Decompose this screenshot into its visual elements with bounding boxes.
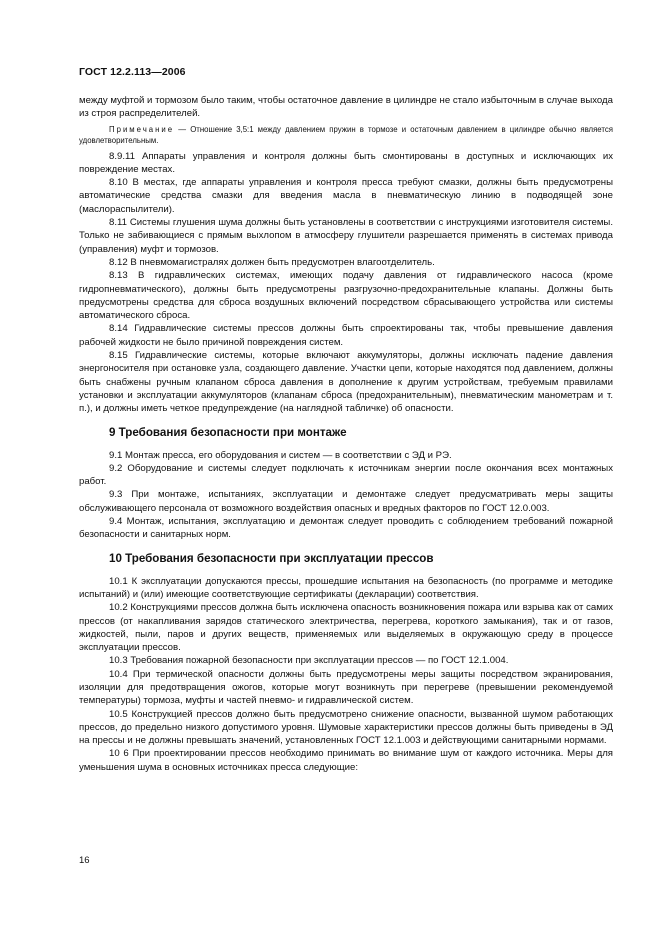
- intro-paragraph: между муфтой и тормозом было таким, чтобы остаточное давление в цилиндре не стало избыточным в случае выхода из строя распределителей.: [79, 95, 613, 120]
- note-paragraph: [79, 124, 613, 147]
- paragraph-8-10: 8.10 В местах, где аппараты управления и контроля пресса требуют смазки, должны быть предусмотрены автоматические средства смазки для введения масла в пневматическую линию в подводящей зоне (маслораспылители).: [79, 177, 613, 215]
- paragraph-9-3: 9.3 При монтаже, испытаниях, эксплуатации и демонтаже следует предусматривать меры защиты обслуживающего персонала от возможного воздействия опасных и вредных факторов по ГОСТ 12.0.003.: [79, 489, 613, 514]
- paragraph-10-4: 10.4 При термической опасности должны быть предусмотрены меры защиты посредством экранирования, изоляции для предотвращения ожогов, которые могут возникнуть при перегреве (превышении рекомендуемой температуры) тормоза, муфты и частей пневмо- и гидравлической систем.: [79, 668, 613, 707]
- paragraph-8-9-11: 8.9.11 Аппараты управления и контроля должны быть смонтированы в доступных и исключающих их повреждение местах.: [79, 150, 613, 175]
- paragraph-10-6: 10 6 При проектировании прессов необходимо принимать во внимание шум от каждого источника. Меры для уменьшения шума в основных источниках пресса следующие:: [79, 748, 613, 773]
- paragraph-8-15: 8.15 Гидравлические системы, которые включают аккумуляторы, должны исключать падение давления энергоносителя при остановке узла, создающего давление. Участки цепи, которые находятся под давлением, должны быть снабжены ручным клапаном сброса давления в дополнение к другим устройствам, требуемым правилами установки и эксплуатации аккумуляторов (клапанам сброса (предохранительным), пневматическим манометрам и т. п.), и должны иметь четкое предупреждение (на наглядной табличке) об опасности.: [79, 350, 613, 415]
- document-code-header: ГОСТ 12.2.113—2006: [79, 66, 186, 78]
- note-text: — Отношение 3,5:1 между давлением пружин в тормозе и остаточным давлением в цилиндре обычно является удовлетворительным.: [79, 124, 613, 146]
- paragraph-10-3: 10.3 Требования пожарной безопасности при эксплуатации прессов — по ГОСТ 12.1.004.: [109, 655, 509, 667]
- paragraph-8-14: 8.14 Гидравлические системы прессов должны быть спроектированы так, чтобы превышение давления рабочей жидкости не было причиной повреждения систем.: [79, 323, 613, 348]
- paragraph-10-5: 10.5 Конструкцией прессов должно быть предусмотрено снижение опасности, вызванной шумом работающих прессов, до предельно низкого допустимого уровня. Шумовые характеристики прессов должны быть приведены в ЭД на прессы и не должны превышать значений, установленных ГОСТ 12.1.003 и действующими санитарными нормами.: [79, 708, 613, 747]
- paragraph-8-12: 8.12 В пневмомагистралях должен быть предусмотрен влагоотделитель.: [109, 256, 435, 268]
- paragraph-8-11: 8.11 Системы глушения шума должны быть установлены в соответствии с инструкциями изготовителя системы. Только не забивающиеся с прямым выхлопом в атмосферу глушители разрешается применять в системах привода (управления) муфт и тормозов.: [79, 217, 613, 255]
- paragraph-8-13: 8.13 В гидравлических системах, имеющих подачу давления от гидравлического насоса (кроме гидропневматического), должны быть предусмотрены разгрузочно-предохранительные клапаны. Должны быть предусмотрены средства для сброса воздушных включений посредством сбрасывающего устройства или системы автоматического сброса.: [79, 270, 613, 322]
- paragraph-10-2: 10.2 Конструкциями прессов должна быть исключена опасность возникновения пожара или взрыва как от самих прессов (от накапливания зарядов статического электричества, перегрева, короткого замыкания), так и от газов, жидкостей, пыли, паров и других веществ, применяемых или выделяемых в окружающую среду в процессе эксплуатации прессов.: [79, 602, 613, 654]
- section-9-heading: 9 Требования безопасности при монтаже: [109, 425, 347, 439]
- section-10-heading: 10 Требования безопасности при эксплуатации прессов: [109, 551, 434, 565]
- note-label: Примечание: [109, 124, 175, 134]
- paragraph-9-1: 9.1 Монтаж пресса, его оборудования и систем — в соответствии с ЭД и РЭ.: [109, 449, 452, 461]
- paragraph-9-4: 9.4 Монтаж, испытания, эксплуатацию и демонтаж следует проводить с соблюдением требований пожарной безопасности и санитарных норм.: [79, 516, 613, 541]
- page-number: 16: [79, 855, 90, 866]
- page-body: [79, 94, 613, 774]
- paragraph-10-1: 10.1 К эксплуатации допускаются прессы, прошедшие испытания на безопасность (по программе и методике испытаний) и (или) имеющие соответствующие сертификаты (декларации) соответствия.: [79, 575, 613, 600]
- paragraph-9-2: 9.2 Оборудование и системы следует подключать к источникам энергии после окончания всех монтажных работ.: [79, 462, 613, 488]
